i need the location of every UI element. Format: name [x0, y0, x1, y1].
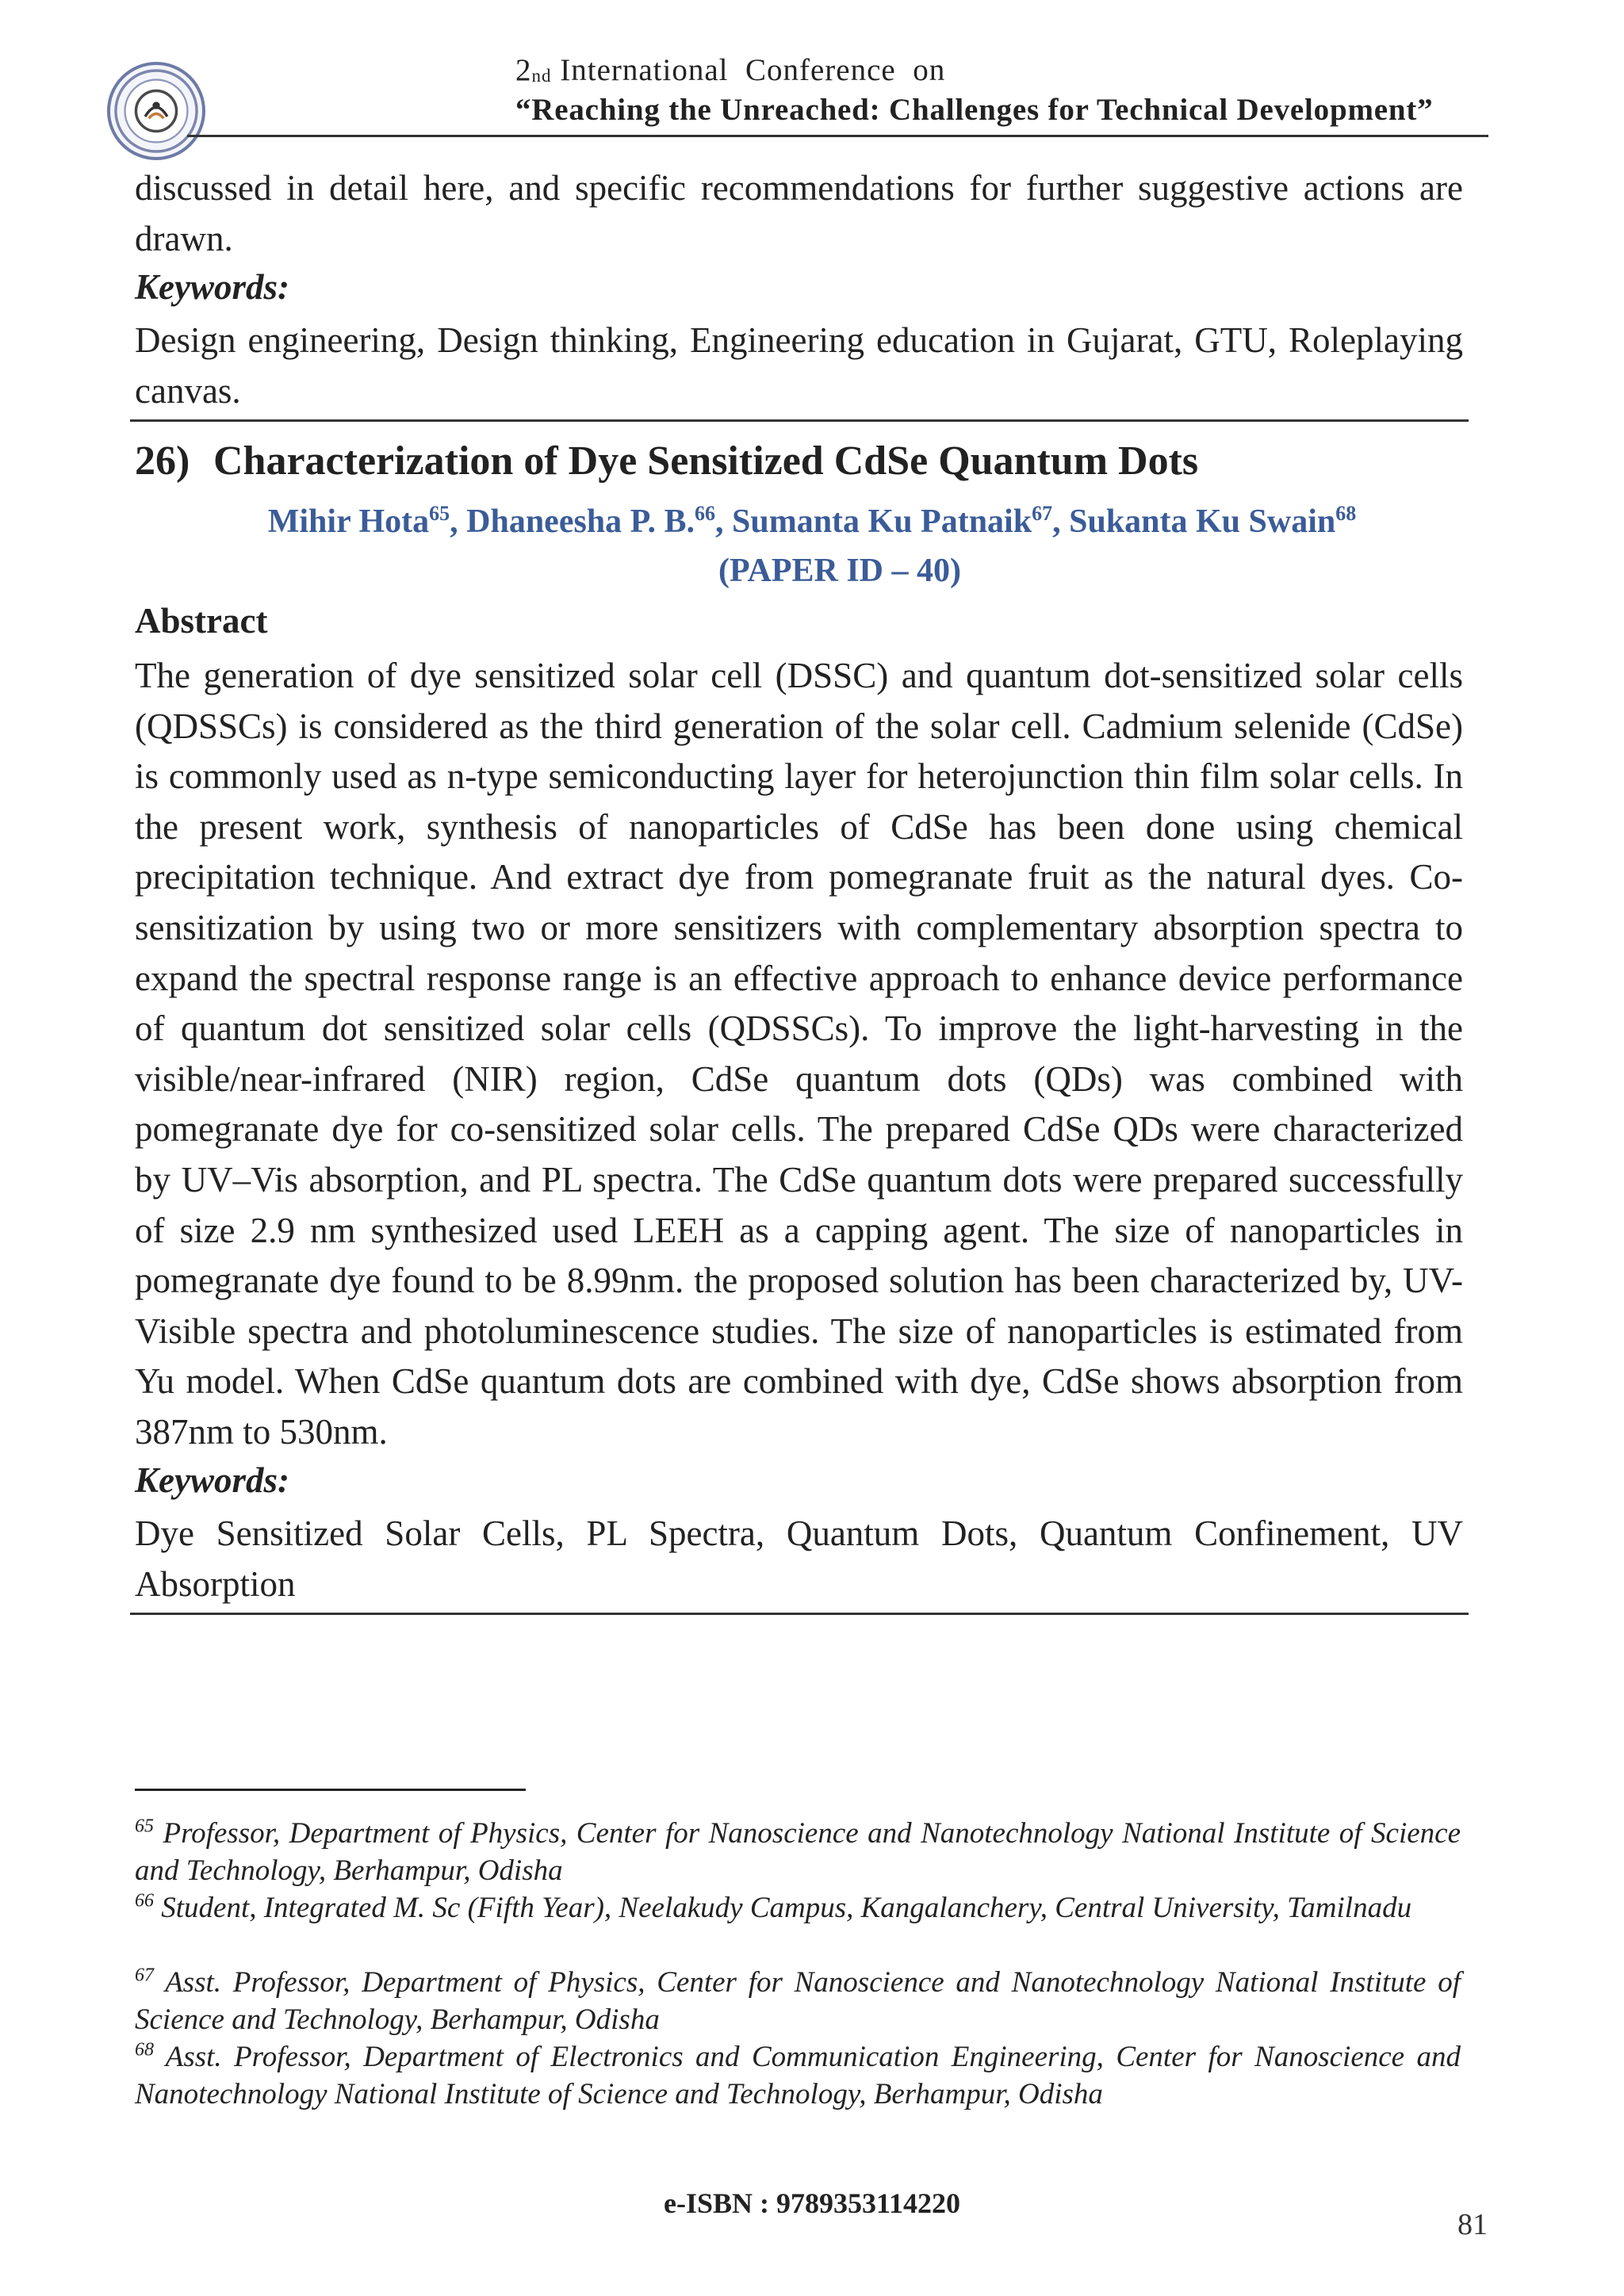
page-number: 81: [1457, 2208, 1488, 2241]
author: Mihir Hota$^{65}$,: [267, 502, 467, 540]
footnote-rule: [135, 1789, 526, 1791]
header-conference-line: 2nd International Conference on: [515, 53, 946, 87]
abstract-body: The generation of dye sensitized solar cell (DSSC) and quantum dot-sensitized solar cells (QDSSCs) is considered as the third generation of the solar cell. Cadmium selenide (CdSe) is commonly used as n-type semiconducting layer for heterojunction thin film solar cells. In the present work, synthesis of nanoparticles of CdSe has been done using chemical precipitation technique. And extract dye from pomegranate fruit as the natural dyes. Co-sensitization by using two or more sensitizers with complementary absorption spectra to expand the spectral response range is an effective approach to enhance device performance of quantum dot sensitized solar cells (QDSSCs). To improve the light-harvesting in the visible/near-infrared (NIR) region, CdSe quantum dots (QDs) was combined with pomegranate dye for co-sensitized solar cells. The prepared CdSe QDs were characterized by UV–Vis absorption, and PL spectra. The CdSe quantum dots were prepared successfully of size 2.9 nm synthesized used LEEH as a capping agent. The size of nanoparticles in pomegranate dye found to be 8.99nm. the proposed solution has been characterized by, UV-Visible spectra and photoluminescence studies. The size of nanoparticles is estimated from Yu model. When CdSe quantum dots are combined with dye, CdSe shows absorption from 387nm to 530nm.: [135, 656, 1463, 1452]
author-list: [0, 503, 1624, 541]
previous-keywords: Design engineering, Design thinking, Engineering education in Gujarat, GTU, Roleplaying canvas.: [135, 320, 1463, 411]
footnote: $^{67}$ Asst. Professor, Department of Physics, Center for Nanoscience and Nanotechnology National Institute of Science and Technology, Berhampur, Odisha: [135, 1965, 1461, 2036]
keywords-label: Keywords:: [135, 1460, 289, 1500]
footnote: $^{68}$ Asst. Professor, Department of Electronics and Communication Engineering, Center for Nanoscience and Nanotechnology National Institute of Science and Technology, Berhampur, Odisha: [135, 2039, 1461, 2110]
section-divider-bottom: [130, 1613, 1469, 1615]
footnote: $^{66}$ Student, Integrated M. Sc (Fifth Year), Neelakudy Campus, Kangalanchery, Central University, Tamilnadu: [135, 1890, 1412, 1924]
header-rule: [187, 135, 1488, 137]
section-title: 26) Characterization of Dye Sensitized CdSe Quantum Dots: [135, 438, 1199, 484]
author: Dhaneesha P. B.$^{66}$,: [466, 502, 732, 540]
section-divider-top: [130, 419, 1469, 422]
previous-abstract-tail: discussed in detail here, and specific recommendations for further suggestive actions are drawn.: [135, 168, 1463, 258]
header-conference-theme: “Reaching the Unreached: Challenges for Technical Development”: [515, 93, 1434, 127]
author: Sumanta Ku Patnaik$^{67}$,: [731, 502, 1070, 540]
isbn: e-ISBN : 9789353114220: [663, 2187, 960, 2219]
paper-id: (PAPER ID – 40): [718, 553, 962, 589]
keywords-body: Dye Sensitized Solar Cells, PL Spectra, Quantum Dots, Quantum Confinement, UV Absorption: [135, 1513, 1463, 1604]
abstract-heading: Abstract: [135, 601, 268, 641]
author: Sukanta Ku Swain$^{68}$: [1069, 502, 1357, 540]
conference-seal-icon: [107, 62, 205, 160]
seal-graphic: [110, 65, 202, 157]
previous-keywords-label: Keywords:: [135, 267, 289, 307]
footnote: $^{65}$ Professor, Department of Physics, Center for Nanoscience and Nanotechnology National Institute of Science and Technology, Berhampur, Odisha: [135, 1816, 1461, 1887]
